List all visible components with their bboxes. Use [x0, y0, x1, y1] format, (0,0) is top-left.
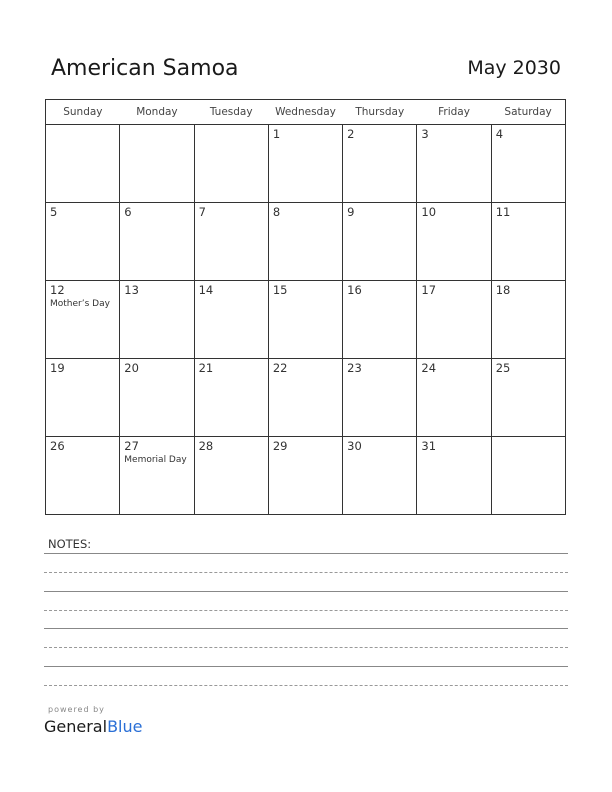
day-number: 31: [421, 439, 437, 453]
day-number: 25: [495, 361, 511, 375]
day-cell: [343, 359, 417, 437]
day-cell: [194, 281, 268, 359]
day-cell: [46, 203, 120, 281]
day-cell: [343, 203, 417, 281]
weekday-header-row: [46, 100, 566, 125]
generalblue-logo: [44, 717, 142, 736]
day-cell: [491, 437, 565, 515]
day-number: 28: [198, 439, 214, 453]
day-cell: [343, 281, 417, 359]
day-cell: [120, 437, 194, 515]
weekday-header: Thursday: [343, 100, 417, 125]
day-number: 17: [421, 283, 437, 297]
day-number: 23: [347, 361, 362, 375]
calendar-month: May 2030: [467, 57, 561, 79]
day-number: 10: [421, 205, 437, 219]
notes-line: [44, 553, 568, 554]
day-number: 9: [347, 205, 355, 219]
day-number: 13: [124, 283, 139, 297]
day-cell: [120, 203, 194, 281]
day-number: 24: [421, 361, 437, 375]
day-cell: [46, 125, 120, 203]
day-cell: [343, 125, 417, 203]
notes-line: [44, 628, 568, 629]
day-number: 29: [272, 439, 288, 453]
weekday-header: Sunday: [46, 100, 120, 125]
notes-line: [44, 666, 568, 667]
calendar-week-row: [46, 125, 566, 203]
notes-line: [44, 572, 568, 573]
day-number: 6: [124, 205, 132, 219]
day-number: 18: [495, 283, 511, 297]
brand-general: General: [44, 717, 108, 736]
day-number: 1: [272, 127, 281, 141]
notes-line: [44, 647, 568, 648]
day-number: 3: [421, 127, 429, 141]
day-number: 21: [198, 361, 214, 375]
holiday-label: Memorial Day: [124, 455, 187, 465]
day-number: 7: [198, 205, 206, 219]
notes-line: [44, 591, 568, 592]
weekday-header: Wednesday: [268, 100, 342, 125]
day-number: 12: [50, 283, 65, 297]
calendar-title: American Samoa: [51, 56, 239, 81]
day-cell: [491, 203, 565, 281]
weekday-header: Monday: [120, 100, 194, 125]
day-cell: [417, 359, 491, 437]
day-number: 8: [272, 205, 281, 219]
day-cell: [46, 359, 120, 437]
day-number: 30: [347, 439, 362, 453]
day-cell: [417, 125, 491, 203]
day-number: 5: [50, 205, 58, 219]
brand-blue: Blue: [107, 717, 143, 736]
calendar-week-row: [46, 203, 566, 281]
day-cell: [194, 125, 268, 203]
day-number: 27: [124, 439, 139, 453]
day-number: 15: [272, 283, 288, 297]
day-number: 2: [347, 127, 355, 141]
calendar-weeks: [46, 125, 566, 515]
powered-by-text: powered by: [48, 705, 105, 714]
day-number: 14: [198, 283, 214, 297]
day-cell: [46, 281, 120, 359]
calendar-week-row: [46, 437, 566, 515]
day-cell: [120, 281, 194, 359]
day-cell: [268, 203, 342, 281]
notes-line: [44, 610, 568, 611]
day-cell: [268, 359, 342, 437]
weekday-header: Friday: [417, 100, 491, 125]
calendar-week-row: [46, 281, 566, 359]
day-number: 4: [495, 127, 504, 141]
day-cell: [417, 203, 491, 281]
weekday-header: Tuesday: [194, 100, 268, 125]
day-cell: [194, 359, 268, 437]
weekday-header: Saturday: [491, 100, 565, 125]
day-number: 19: [50, 361, 65, 375]
day-cell: [491, 359, 565, 437]
holiday-label: Mother’s Day: [50, 299, 110, 309]
day-number: 22: [272, 361, 288, 375]
day-cell: [268, 281, 342, 359]
day-number: 11: [495, 205, 511, 219]
day-number: 16: [347, 283, 362, 297]
day-cell: [120, 125, 194, 203]
calendar-week-row: [46, 359, 566, 437]
day-cell: [417, 281, 491, 359]
day-cell: [268, 125, 342, 203]
notes-line: [44, 685, 568, 686]
day-number: 26: [50, 439, 65, 453]
day-number: 20: [124, 361, 139, 375]
day-cell: [268, 437, 342, 515]
day-cell: [46, 437, 120, 515]
day-cell: [417, 437, 491, 515]
day-cell: [194, 203, 268, 281]
day-cell: [120, 359, 194, 437]
day-cell: [491, 125, 565, 203]
day-cell: [491, 281, 565, 359]
day-cell: [343, 437, 417, 515]
calendar-grid: [45, 99, 566, 515]
notes-label: NOTES:: [48, 537, 92, 551]
day-cell: [194, 437, 268, 515]
